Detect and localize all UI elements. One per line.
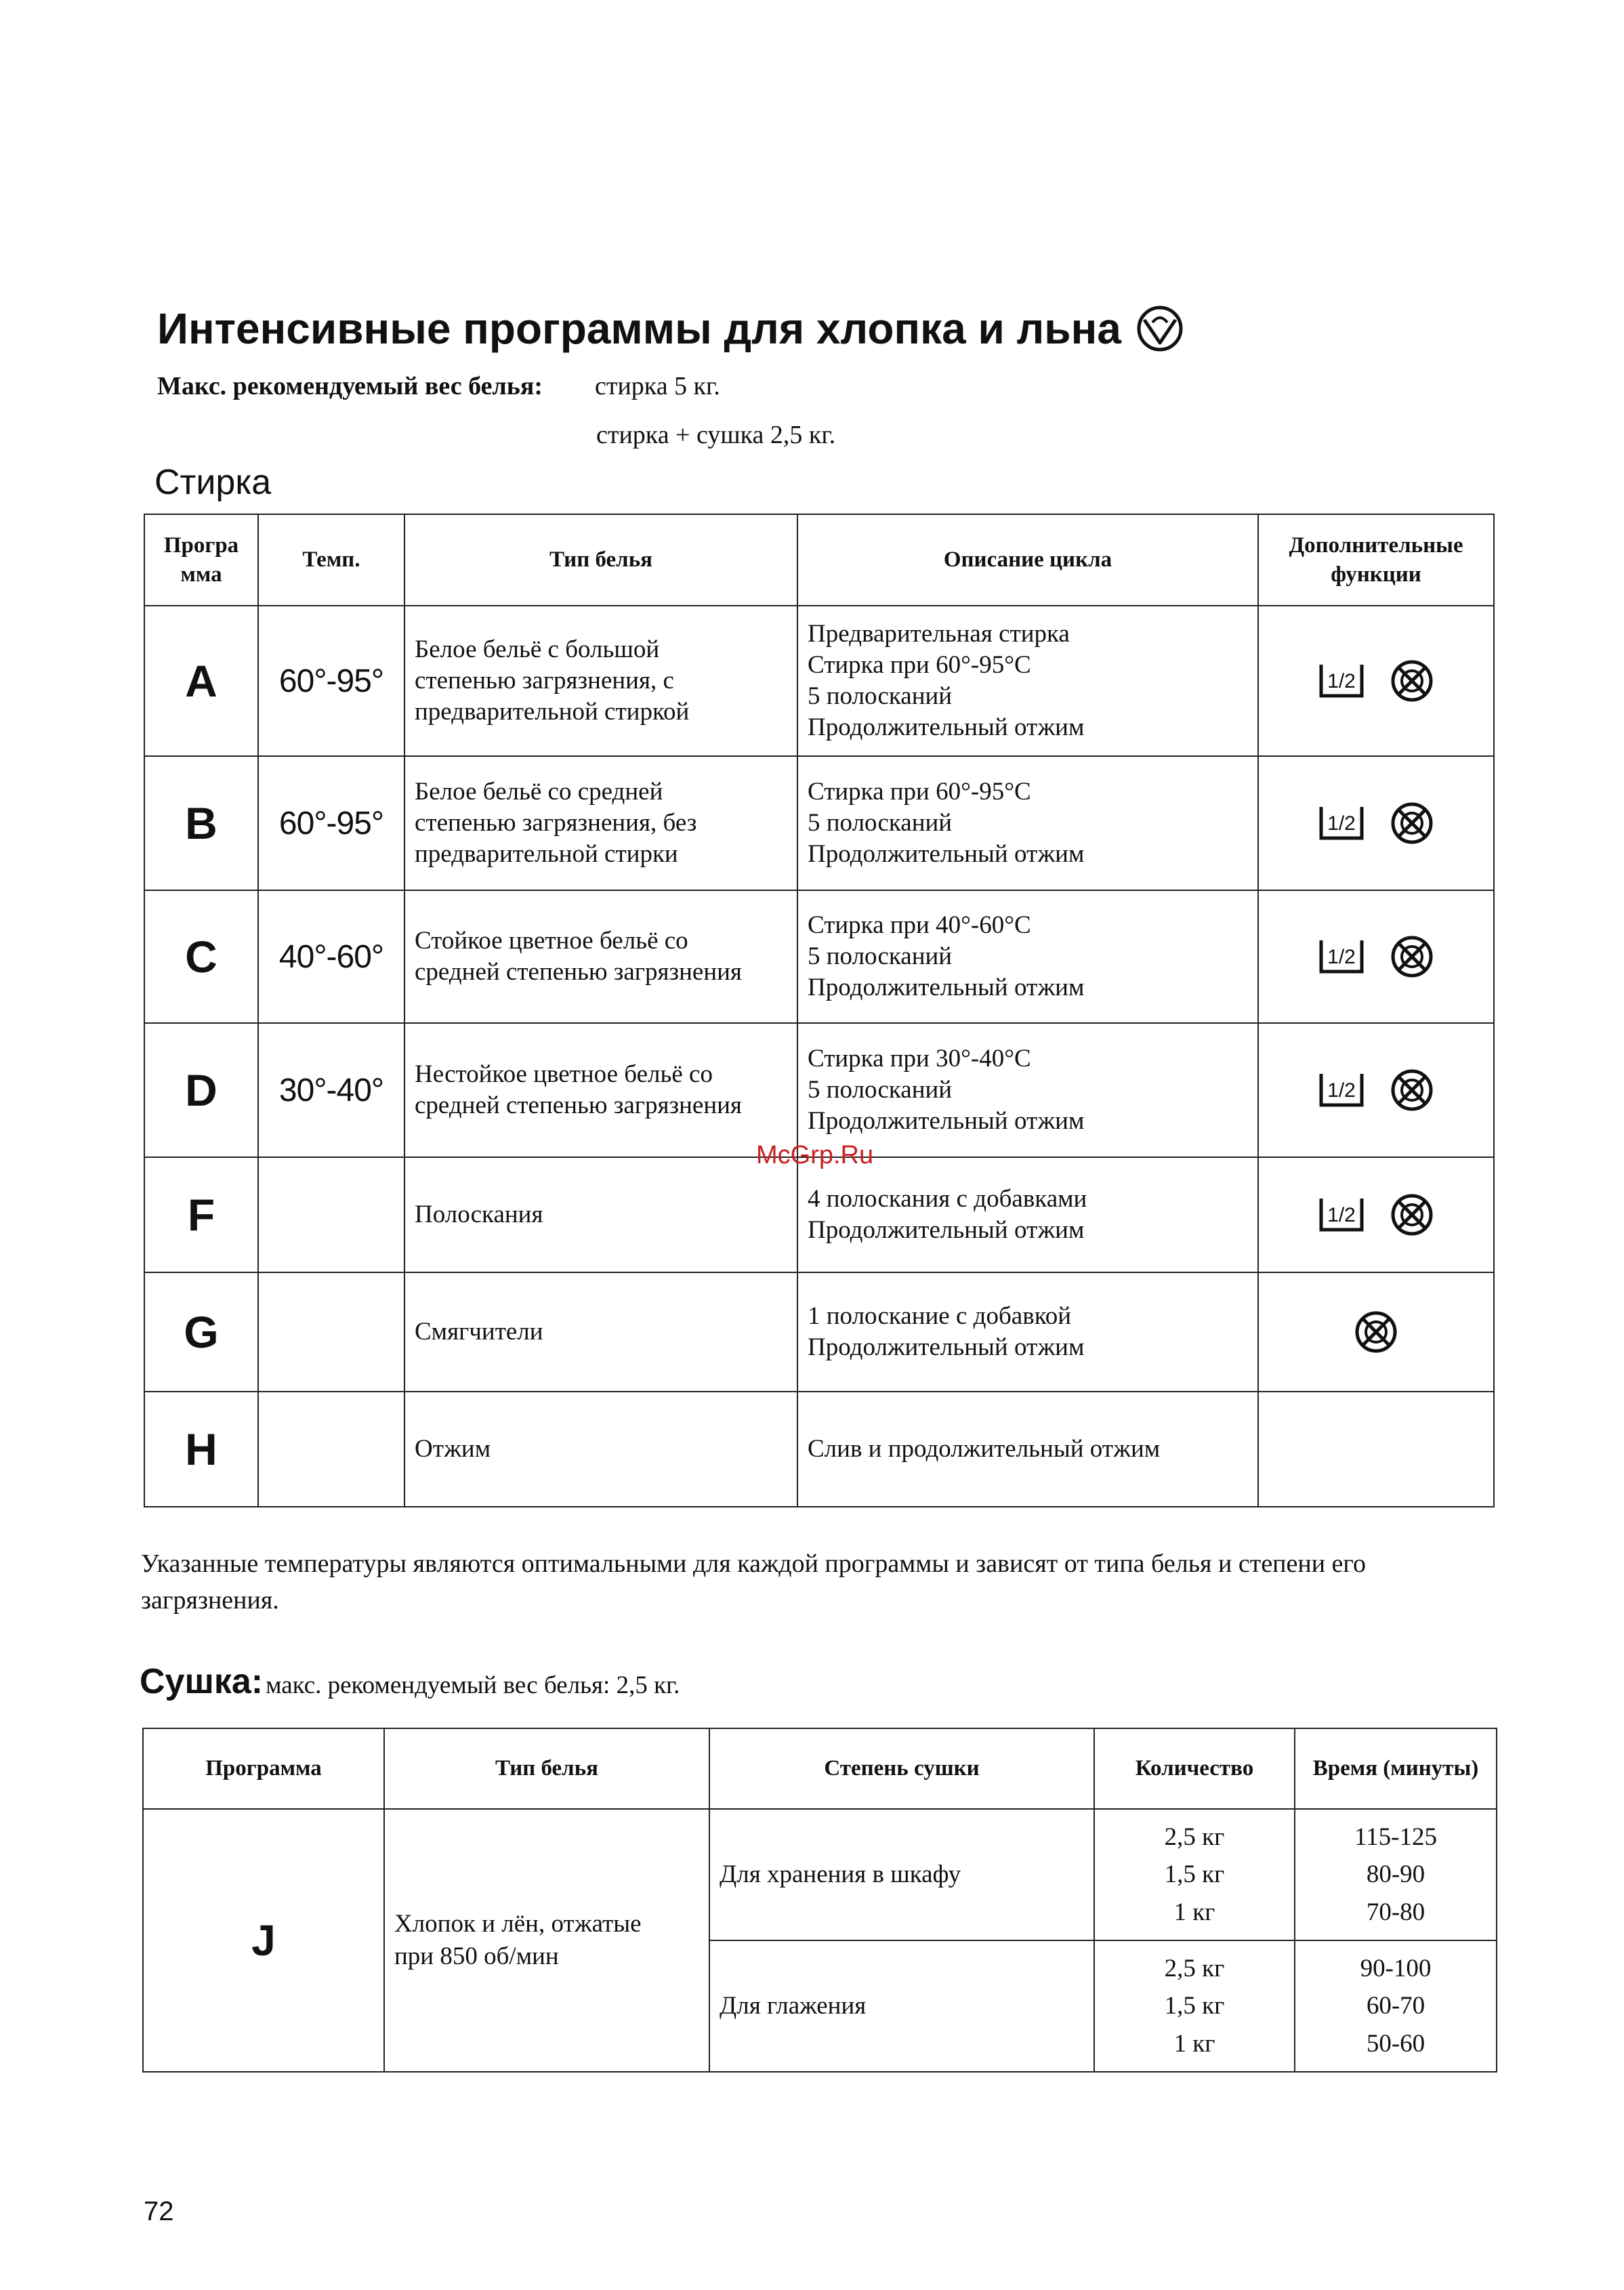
wash-table — [144, 514, 1495, 1507]
dry-time: 90-100 60-70 50-60 — [1295, 1940, 1497, 2072]
page-title-text: Интенсивные программы для хлопка и льна — [157, 304, 1121, 353]
fabric-line: предварительной стиркой — [415, 698, 690, 726]
cycle-line: 1 полоскание с добавкой — [808, 1302, 1072, 1330]
wash-row — [144, 756, 1494, 890]
fabric-line: Смягчители — [415, 1317, 543, 1346]
dry-header-row — [143, 1728, 1497, 1809]
temperature: 40°-60° — [258, 890, 404, 1023]
temperature — [258, 1272, 404, 1392]
temperature — [258, 1392, 404, 1507]
no-spin-icon — [1390, 1068, 1434, 1112]
wash-header-row — [144, 514, 1494, 606]
half-load-icon — [1318, 936, 1365, 977]
dry-heading-title: Сушка: — [140, 1662, 264, 1701]
program-letter: G — [144, 1272, 258, 1392]
page-number: 72 — [144, 2197, 174, 2226]
program-letter: B — [144, 756, 258, 890]
dry-fabric: Хлопок и лён, отжатые при 850 об/мин — [384, 1809, 709, 2072]
dry-program: J — [143, 1809, 384, 2072]
cycle-line: Продолжительный отжим — [808, 1333, 1085, 1361]
fabric-line: степенью загрязнения, с — [415, 666, 674, 694]
half-load-icon — [1318, 803, 1365, 844]
fabric-type — [404, 756, 797, 890]
dry-quantity: 2,5 кг 1,5 кг 1 кг — [1094, 1940, 1295, 2072]
half-load-icon — [1318, 1070, 1365, 1110]
cycle-description — [797, 890, 1258, 1023]
max-weight-wash: стирка 5 кг. — [595, 372, 720, 400]
half-load-icon — [1318, 1194, 1365, 1235]
svg-text:1/2: 1/2 — [1327, 670, 1356, 692]
dry-row-1 — [143, 1809, 1497, 1940]
temperature: 60°-95° — [258, 606, 404, 756]
cycle-line: 4 полоскания с добавками — [808, 1184, 1087, 1213]
fabric-type — [404, 606, 797, 756]
fabric-line: средней степенью загрязнения — [415, 958, 742, 986]
program-letter: H — [144, 1392, 258, 1507]
program-letter: C — [144, 890, 258, 1023]
no-spin-icon — [1390, 659, 1434, 703]
cycle-line: Продолжительный отжим — [808, 713, 1085, 742]
cycle-line: Стирка при 40°-60°С — [808, 911, 1031, 939]
cycle-description — [797, 1157, 1258, 1272]
svg-text:1/2: 1/2 — [1327, 812, 1356, 835]
cycle-line: 5 полосканий — [808, 682, 953, 710]
cycle-description — [797, 606, 1258, 756]
cycle-line: Предварительная стирка — [808, 619, 1070, 648]
header-extra: Дополнительные функции — [1258, 514, 1494, 606]
fabric-type — [404, 1023, 797, 1157]
cycle-line: Слив и продолжительный отжим — [808, 1434, 1161, 1463]
dry-table — [142, 1728, 1497, 2073]
wash-row — [144, 1023, 1494, 1157]
no-spin-icon — [1390, 801, 1434, 846]
wash-row — [144, 1272, 1494, 1392]
cycle-description — [797, 756, 1258, 890]
fabric-line: Белое бельё со средней — [415, 777, 663, 806]
wash-row — [144, 606, 1494, 756]
dry-heading-sub: макс. рекомендуемый вес белья: 2,5 кг. — [266, 1671, 680, 1699]
temperature: 30°-40° — [258, 1023, 404, 1157]
dry-header-time: Время (минуты) — [1295, 1728, 1497, 1809]
header-cycle: Описание цикла — [797, 514, 1258, 606]
temperature: 60°-95° — [258, 756, 404, 890]
no-spin-icon — [1390, 934, 1434, 979]
dry-degree: Для хранения в шкафу — [709, 1809, 1094, 1940]
cycle-description — [797, 1392, 1258, 1507]
svg-text:1/2: 1/2 — [1327, 1079, 1356, 1102]
program-letter: D — [144, 1023, 258, 1157]
dry-header-fabric: Тип белья — [384, 1728, 709, 1809]
program-letter: A — [144, 606, 258, 756]
cycle-line: Стирка при 30°-40°С — [808, 1044, 1031, 1073]
fabric-type — [404, 1157, 797, 1272]
extra-functions — [1258, 606, 1494, 756]
page-title — [157, 304, 1184, 354]
svg-text:1/2: 1/2 — [1327, 946, 1356, 968]
svg-text:1/2: 1/2 — [1327, 1204, 1356, 1226]
note-text: Указанные температуры являются оптимальными для каждой программы и зависят от типа белья и степени его загрязнения. — [141, 1549, 1367, 1615]
cycle-line: Продолжительный отжим — [808, 1216, 1085, 1244]
extra-functions — [1258, 756, 1494, 890]
program-letter: F — [144, 1157, 258, 1272]
no-spin-icon — [1354, 1310, 1398, 1354]
extra-functions — [1258, 1272, 1494, 1392]
fabric-line: Нестойкое цветное бельё со — [415, 1060, 713, 1088]
max-weight-wash-dry: стирка + сушка 2,5 кг. — [596, 421, 836, 449]
dry-time: 115-125 80-90 70-80 — [1295, 1809, 1497, 1940]
no-spin-icon — [1390, 1192, 1434, 1237]
dry-header-program: Программа — [143, 1728, 384, 1809]
header-temp: Темп. — [258, 514, 404, 606]
dry-heading — [140, 1661, 680, 1702]
max-weight-label: Макс. рекомендуемый вес белья: — [157, 372, 543, 400]
extra-functions — [1258, 1392, 1494, 1507]
extra-functions — [1258, 1157, 1494, 1272]
cotton-care-icon — [1136, 305, 1184, 352]
fabric-line: предварительной стирки — [415, 840, 678, 869]
dry-header-quantity: Количество — [1094, 1728, 1295, 1809]
dry-quantity: 2,5 кг 1,5 кг 1 кг — [1094, 1809, 1295, 1940]
wash-row — [144, 890, 1494, 1023]
fabric-type — [404, 1392, 797, 1507]
cycle-line: 5 полосканий — [808, 808, 953, 837]
fabric-line: степенью загрязнения, без — [415, 808, 697, 837]
cycle-line: Продолжительный отжим — [808, 1107, 1085, 1136]
cycle-line: 5 полосканий — [808, 1075, 953, 1104]
fabric-line: Полоскания — [415, 1200, 543, 1228]
fabric-line: средней степенью загрязнения — [415, 1091, 742, 1119]
watermark: McGrp.Ru — [756, 1141, 874, 1169]
fabric-line: Отжим — [415, 1434, 491, 1463]
cycle-line: Продолжительный отжим — [808, 840, 1085, 869]
dry-degree: Для глажения — [709, 1940, 1094, 2072]
half-load-icon — [1318, 661, 1365, 701]
temperature — [258, 1157, 404, 1272]
cycle-description — [797, 1023, 1258, 1157]
header-fabric: Тип белья — [404, 514, 797, 606]
fabric-type — [404, 890, 797, 1023]
extra-functions — [1258, 890, 1494, 1023]
cycle-line: Стирка при 60°-95°С — [808, 650, 1031, 679]
cycle-line: Продолжительный отжим — [808, 974, 1085, 1002]
fabric-line: Белое бельё с большой — [415, 635, 660, 663]
fabric-type — [404, 1272, 797, 1392]
header-program: Програ мма — [144, 514, 258, 606]
fabric-line: Стойкое цветное бельё со — [415, 926, 688, 955]
wash-heading: Стирка — [154, 463, 272, 502]
cycle-line: Стирка при 60°-95°С — [808, 777, 1031, 806]
wash-row — [144, 1157, 1494, 1272]
extra-functions — [1258, 1023, 1494, 1157]
wash-row — [144, 1392, 1494, 1507]
dry-header-degree: Степень сушки — [709, 1728, 1094, 1809]
cycle-description — [797, 1272, 1258, 1392]
cycle-line: 5 полосканий — [808, 942, 953, 970]
